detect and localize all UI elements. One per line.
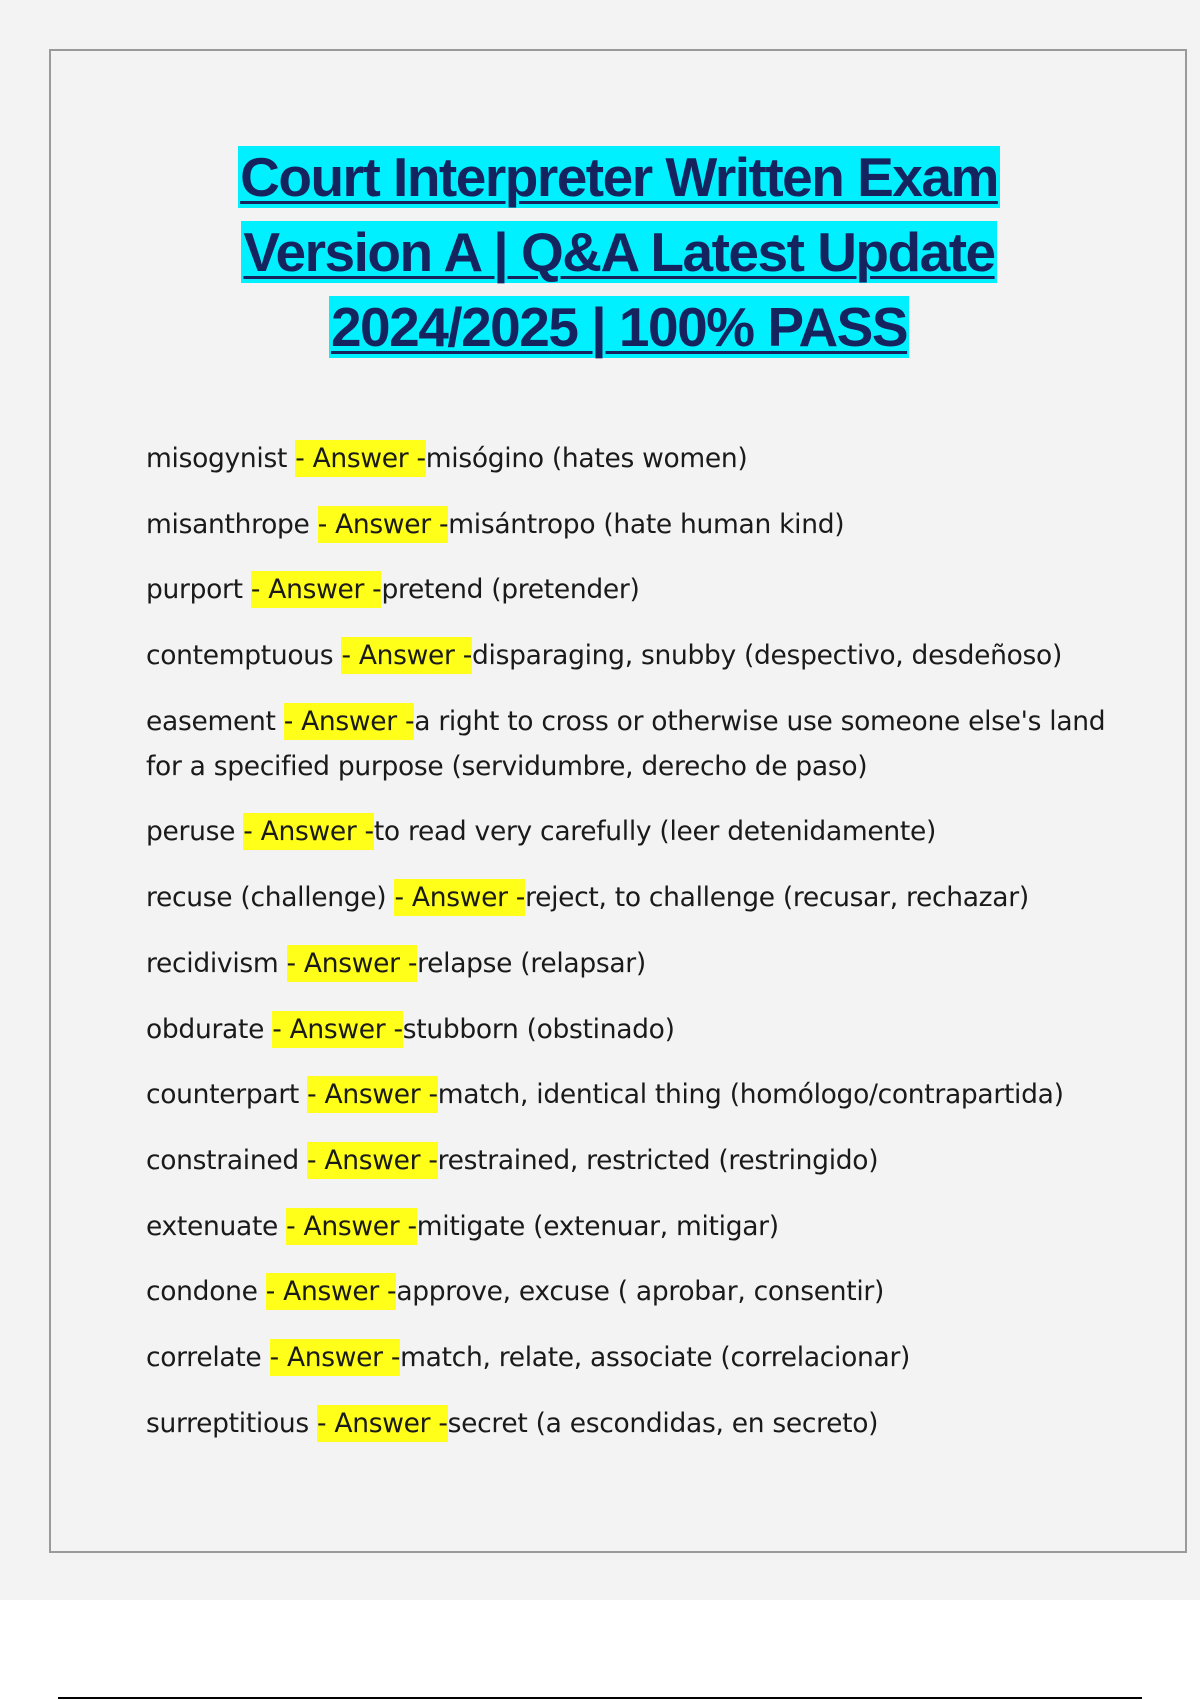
answer-label: - Answer -	[287, 945, 418, 982]
entry-definition: pretend (pretender)	[381, 574, 640, 606]
answer-label: - Answer -	[318, 506, 449, 543]
qa-entry	[146, 1138, 1106, 1183]
entry-definition: mitigate (extenuar, mitigar)	[416, 1210, 779, 1242]
entry-term: contemptuous	[146, 640, 342, 672]
qa-entry	[146, 941, 1106, 986]
answer-label: - Answer -	[251, 571, 382, 608]
answer-label: - Answer -	[270, 1339, 401, 1376]
answer-label: - Answer -	[272, 1011, 403, 1048]
entry-definition: relapse (relapsar)	[417, 947, 646, 979]
entry-definition: misántropo (hate human kind)	[448, 508, 845, 540]
entry-term: obdurate	[146, 1013, 273, 1045]
entry-definition: approve, excuse ( aprobar, consentir)	[396, 1276, 885, 1308]
entry-term: surreptitious	[146, 1407, 318, 1439]
title-line-2: Version A | Q&A Latest Update	[243, 221, 995, 283]
answer-label: - Answer -	[307, 1076, 438, 1113]
qa-entry	[146, 1204, 1106, 1249]
qa-entry	[146, 1335, 1106, 1380]
qa-entry	[146, 699, 1106, 789]
qa-entry	[146, 1007, 1106, 1052]
entry-definition: match, relate, associate (correlacionar)	[400, 1341, 911, 1373]
qa-entry	[146, 436, 1106, 481]
entry-definition: misógino (hates women)	[425, 443, 748, 474]
entry-term: misanthrope	[146, 508, 318, 540]
entry-definition: disparaging, snubby (despectivo, desdeñoso)	[472, 640, 1062, 672]
entry-definition: restrained, restricted (restringido)	[437, 1144, 879, 1176]
entry-term: extenuate	[146, 1210, 287, 1242]
answer-label: - Answer -	[341, 637, 472, 674]
answer-label: - Answer -	[307, 1142, 438, 1179]
document-title	[0, 140, 1200, 365]
qa-entry-list	[146, 436, 1106, 1466]
answer-label: - Answer -	[284, 703, 415, 740]
entry-definition: reject, to challenge (recusar, rechazar)	[525, 882, 1029, 914]
answer-label: - Answer -	[243, 813, 374, 850]
entry-term: condone	[146, 1276, 266, 1308]
entry-term: correlate	[146, 1341, 270, 1373]
qa-entry	[146, 633, 1106, 678]
entry-definition: a right to cross or otherwise use someone else's land for a specified purpose (servidumbre, derecho de paso)	[146, 705, 1106, 782]
entry-term: easement	[146, 705, 284, 737]
entry-term: misogynist	[146, 443, 296, 474]
qa-entry	[146, 567, 1106, 612]
answer-label: - Answer -	[394, 879, 525, 916]
qa-entry	[146, 809, 1106, 854]
title-line-1: Court Interpreter Written Exam	[240, 146, 998, 208]
answer-label: - Answer -	[295, 440, 426, 477]
entry-term: recidivism	[146, 947, 287, 979]
entry-term: constrained	[146, 1144, 308, 1176]
entry-definition: match, identical thing (homólogo/contrapartida)	[437, 1079, 1064, 1111]
answer-label: - Answer -	[317, 1405, 448, 1442]
qa-entry	[146, 502, 1106, 547]
answer-label: - Answer -	[266, 1273, 397, 1310]
entry-definition: to read very carefully (leer detenidamente)	[373, 816, 937, 848]
title-line-3: 2024/2025 | 100% PASS	[330, 296, 908, 358]
footer-rule	[58, 1697, 1142, 1699]
answer-label: - Answer -	[286, 1208, 417, 1245]
qa-entry	[146, 1269, 1106, 1314]
entry-term: recuse (challenge)	[146, 882, 395, 914]
qa-entry	[146, 875, 1106, 920]
qa-entry	[146, 1072, 1106, 1117]
entry-term: peruse	[146, 816, 244, 848]
entry-definition: stubborn (obstinado)	[402, 1013, 675, 1045]
entry-term: purport	[146, 574, 251, 606]
entry-term: counterpart	[146, 1079, 308, 1111]
entry-definition: secret (a escondidas, en secreto)	[447, 1407, 879, 1439]
qa-entry	[146, 1401, 1106, 1446]
